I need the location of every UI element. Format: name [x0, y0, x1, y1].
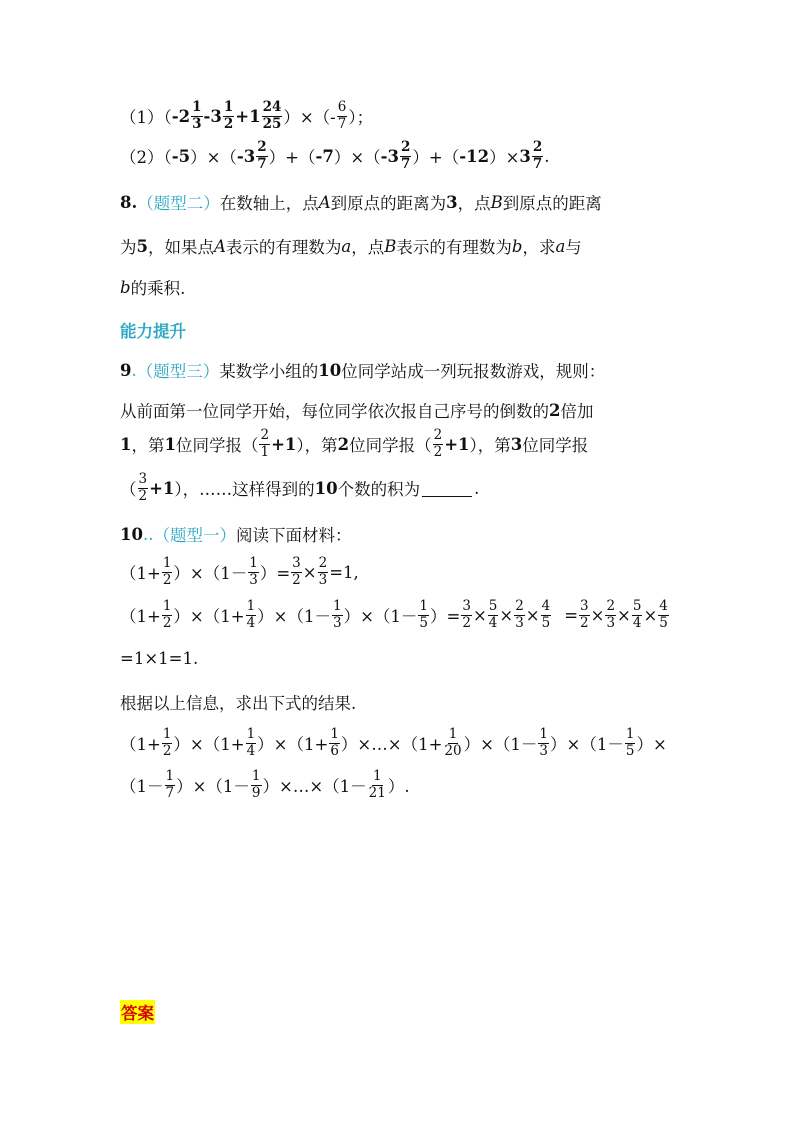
fraction [433, 429, 444, 459]
text: ）× [636, 735, 667, 754]
denominator: 2 [138, 487, 148, 504]
text: 从前面第一位同学开始，每位同学依次报自己序号的倒数的 [120, 402, 549, 421]
denominator: 3 [515, 614, 524, 631]
section-heading: 能力提升 [120, 322, 186, 341]
text: ）×（1－ [257, 607, 331, 626]
numerator: 1 [419, 598, 429, 614]
times-sign: × [643, 605, 658, 625]
numerator: 3 [292, 555, 301, 571]
text: . [474, 478, 480, 498]
text: ）. [387, 777, 410, 796]
number: +1 [149, 478, 175, 498]
numerator: 2 [257, 139, 267, 155]
number: -3 [380, 146, 400, 166]
numerator: 2 [532, 139, 543, 155]
text: 位同学报 [522, 436, 589, 455]
variable: B [384, 236, 397, 256]
variable: A [213, 236, 226, 256]
number: 5 [136, 236, 148, 256]
denominator: 2 [292, 571, 301, 588]
text: × [302, 562, 317, 582]
numerator: 3 [138, 471, 148, 487]
denominator: 5 [659, 614, 668, 631]
text: （1－ [120, 777, 164, 796]
text: ）×（ [190, 148, 237, 167]
numerator: 24 [262, 99, 282, 115]
numerator: 1 [162, 555, 172, 571]
numerator: 4 [659, 598, 668, 614]
numerator: 1 [330, 726, 339, 742]
expression-line-1 [120, 728, 667, 758]
question-dot: . [131, 360, 137, 380]
numerator: 1 [223, 99, 234, 115]
question-dot: .. [142, 524, 154, 544]
fraction [329, 728, 340, 758]
text: ），第 [296, 436, 338, 455]
fraction [318, 557, 329, 587]
text: =1, [329, 562, 359, 582]
material-line-2 [120, 600, 670, 630]
question-type-tag: （题型二） [137, 194, 220, 213]
fraction [246, 728, 257, 758]
text: ）×…×（1+ [340, 735, 443, 754]
text: ）+（ [268, 148, 316, 167]
text: 位同学报（ [175, 436, 259, 455]
fraction [332, 600, 343, 630]
denominator: 7 [532, 155, 543, 172]
number: 3 [519, 146, 531, 166]
variable: a [555, 236, 566, 256]
fraction [488, 600, 499, 630]
denominator: 3 [606, 614, 616, 631]
text: ）×…×（1－ [262, 777, 367, 796]
times-sign: × [590, 605, 605, 625]
numerator: 2 [260, 427, 270, 443]
text: ，如果点 [147, 238, 214, 257]
denominator: 9 [251, 784, 261, 801]
denominator: 3 [539, 742, 549, 759]
denominator: 7 [257, 155, 267, 172]
question-type-tag: （题型一） [153, 526, 236, 545]
fraction [461, 600, 472, 630]
text: ）= [430, 607, 461, 626]
denominator: 2 [162, 742, 172, 759]
text: ）×（1－ [176, 777, 250, 796]
numerator: 1 [246, 598, 256, 614]
text: 个数的积为 [337, 480, 421, 499]
numerator: 5 [632, 598, 642, 614]
denominator: 2 [462, 614, 471, 631]
text: 表示的有理数为 [396, 238, 512, 257]
number: -3 [236, 146, 256, 166]
question-number: 8. [120, 192, 138, 212]
fraction [248, 557, 259, 587]
text: 位同学报（ [349, 436, 432, 455]
question-9-line-3 [120, 429, 588, 459]
question-8-line-1 [120, 190, 602, 214]
text: 倍加 [560, 402, 594, 421]
numerator: 3 [580, 598, 589, 614]
denominator: 4 [246, 742, 256, 759]
fraction [162, 728, 173, 758]
denominator: 4 [488, 614, 498, 631]
fraction [337, 101, 348, 131]
fraction [223, 101, 234, 131]
numerator: 1 [333, 598, 342, 614]
denominator: 3 [192, 115, 202, 132]
text: ），第 [469, 436, 511, 455]
numerator: 1 [162, 598, 172, 614]
numerator: 1 [165, 768, 175, 784]
denominator: 21 [368, 784, 386, 801]
variable: a [341, 236, 352, 256]
fraction [625, 728, 636, 758]
number: 10 [314, 478, 338, 498]
text: 位同学站成一列玩报数游戏，规则： [341, 362, 606, 381]
number: -7 [315, 146, 334, 166]
denominator: 3 [333, 614, 342, 631]
text: ）×（1－ [550, 735, 624, 754]
numerator: 1 [251, 768, 261, 784]
text: 在数轴上，点 [219, 194, 319, 213]
fraction [605, 600, 616, 630]
times-sign: × [617, 605, 631, 625]
material-line-1 [120, 557, 359, 587]
text: ，点 [351, 238, 385, 257]
denominator: 2 [433, 443, 443, 460]
text: ）× [489, 148, 520, 167]
question-9-line-2 [120, 398, 593, 422]
text: 与 [565, 238, 582, 257]
denominator: 4 [246, 614, 256, 631]
number: +1 [271, 434, 297, 454]
text: 表示的有理数为 [225, 238, 342, 257]
number: -2 [171, 106, 191, 126]
fraction [162, 600, 173, 630]
denominator: 7 [401, 155, 411, 172]
text: 到原点的距离为 [330, 194, 447, 213]
denominator: 2 [223, 115, 234, 132]
denominator: 25 [262, 115, 282, 132]
denominator: 7 [165, 784, 175, 801]
fraction [138, 473, 149, 503]
numerator: 3 [462, 598, 471, 614]
fraction [443, 728, 462, 758]
fraction [368, 770, 387, 800]
answer-blank [422, 480, 472, 497]
text: （1+ [120, 735, 161, 754]
text: ，点 [457, 194, 491, 213]
text: 阅读下面材料： [235, 526, 352, 545]
text: ）×（1－ [463, 735, 538, 754]
numerator: 4 [541, 598, 551, 614]
times-sign: × [472, 605, 487, 625]
denominator: 5 [541, 614, 551, 631]
text: ）； [348, 108, 374, 127]
variable: B [490, 192, 503, 212]
fraction [538, 728, 549, 758]
question-9-line-1 [120, 358, 605, 382]
fraction [541, 600, 552, 630]
numerator: 5 [488, 598, 498, 614]
question-type-tag: （题型三） [136, 362, 220, 381]
fraction [579, 600, 590, 630]
number: +1 [235, 106, 261, 126]
denominator: 3 [249, 571, 258, 588]
numerator: 1 [246, 726, 256, 742]
fraction [658, 600, 669, 630]
denominator: 6 [330, 742, 339, 759]
question-9-line-4 [120, 473, 479, 503]
fraction [514, 600, 525, 630]
numerator: 1 [249, 555, 258, 571]
text: ）×（1+ [173, 735, 245, 754]
text: 某数学小组的 [219, 362, 319, 381]
fraction [191, 101, 202, 131]
variable: b [511, 236, 523, 256]
question-8-line-2 [120, 234, 582, 258]
text: （1+ [120, 607, 161, 626]
text: ）+（ [412, 148, 460, 167]
numerator: 6 [337, 99, 347, 115]
answer-label: 答案 [120, 1000, 155, 1024]
fraction [532, 141, 543, 171]
text: （1+ [120, 564, 161, 583]
variable: A [318, 192, 331, 212]
text: ）×（- [283, 108, 336, 127]
fraction [165, 770, 176, 800]
numerator: 1 [162, 726, 172, 742]
number: 3 [446, 192, 458, 212]
text: ）×（1－ [173, 564, 248, 583]
numerator: 2 [606, 598, 616, 614]
denominator: 5 [625, 742, 635, 759]
variable: b [120, 277, 131, 297]
text: 的乘积. [130, 279, 186, 298]
number: +1 [444, 434, 470, 454]
denominator: 2 [162, 614, 172, 631]
number: -3 [203, 106, 222, 126]
number: -5 [171, 146, 191, 166]
problem-7-part-1 [120, 101, 373, 131]
fraction [400, 141, 411, 171]
fraction [162, 557, 173, 587]
numerator: 2 [515, 598, 524, 614]
answer-heading [120, 1000, 155, 1024]
question-10-ask: 根据以上信息，求出下式的结果. [120, 694, 357, 713]
question-10-line-1 [120, 522, 351, 546]
expression-line-2 [120, 770, 410, 800]
fraction [291, 557, 302, 587]
question-number: 10 [120, 524, 143, 544]
numerator: 1 [625, 726, 635, 742]
numerator: 1 [539, 726, 549, 742]
text: ，求 [522, 238, 556, 257]
text: 到原点的距离 [502, 194, 602, 213]
denominator: 7 [337, 115, 347, 132]
text: （ [120, 480, 137, 499]
denominator: 1 [260, 443, 270, 460]
text: ），……这样得到的 [174, 480, 315, 499]
times-sign: × [499, 605, 514, 625]
denominator: 20 [444, 742, 462, 759]
material-line-3: =1×1=1. [120, 649, 199, 668]
fraction [418, 600, 429, 630]
number: 1 [164, 434, 176, 454]
denominator: 2 [162, 571, 172, 588]
numerator: 1 [192, 99, 202, 115]
number: 1 [120, 434, 132, 454]
text: ）= [259, 564, 291, 583]
fraction [246, 600, 257, 630]
text: ）×（ [333, 148, 381, 167]
denominator: 3 [318, 571, 328, 588]
fraction [259, 429, 270, 459]
text: （1）（ [120, 108, 172, 127]
text: （2）（ [120, 148, 172, 167]
numerator: 1 [372, 768, 382, 784]
text: . [544, 146, 550, 166]
number: -12 [459, 146, 490, 166]
question-number: 9 [120, 360, 132, 380]
equals-sign: = [564, 605, 579, 625]
fraction [262, 101, 283, 131]
number: 2 [549, 400, 561, 420]
numerator: 2 [318, 555, 328, 571]
denominator: 5 [419, 614, 429, 631]
numerator: 2 [433, 427, 443, 443]
fraction [251, 770, 262, 800]
text: ，第 [131, 436, 165, 455]
problem-7-part-2 [120, 141, 550, 171]
text: ）×（1+ [173, 607, 245, 626]
question-8-line-3 [120, 275, 185, 299]
numerator: 2 [401, 139, 411, 155]
denominator: 2 [580, 614, 589, 631]
times-sign: × [525, 605, 540, 625]
fraction [632, 600, 643, 630]
text: ）×（1+ [257, 735, 329, 754]
number: 2 [337, 434, 350, 454]
text: ）×（1－ [343, 607, 418, 626]
number: 3 [510, 434, 523, 454]
number: 10 [318, 360, 342, 380]
denominator: 4 [632, 614, 642, 631]
fraction [256, 141, 267, 171]
numerator: 1 [448, 726, 458, 742]
text: 为 [120, 238, 137, 257]
